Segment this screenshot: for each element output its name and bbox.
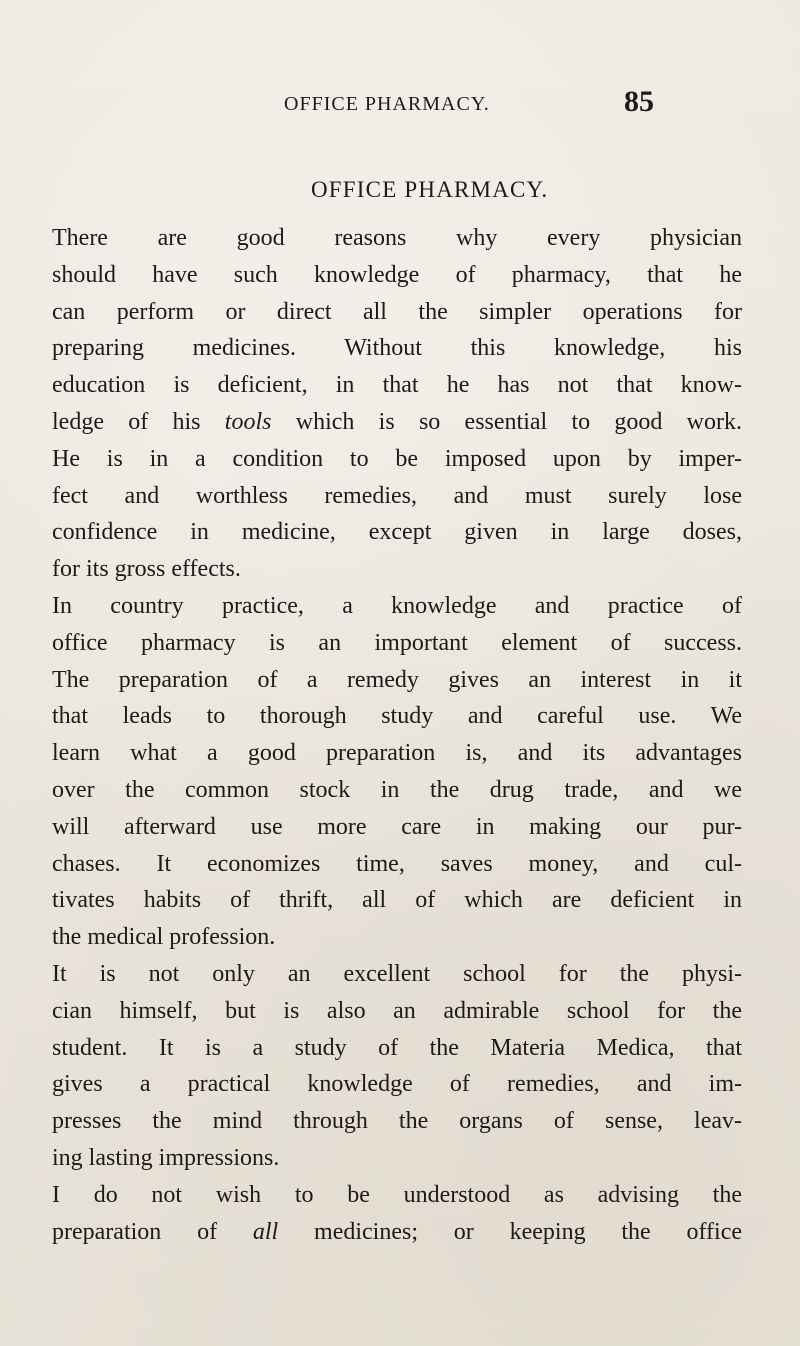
emphasis-tools: tools (224, 408, 272, 435)
section-heading: OFFICE PHARMACY. (311, 177, 549, 202)
text-line: There are good reasons why every physician (52, 225, 742, 251)
running-title: OFFICE PHARMACY. (284, 93, 490, 115)
text-segment: education is deficient, in that he has not that know- (52, 372, 742, 399)
text-line: He is in a condition to be imposed upon by imper- (52, 445, 742, 472)
page-number: 85 (624, 85, 654, 118)
body-text (52, 220, 742, 1250)
text-line: The preparation of a remedy gives an interest in it (52, 666, 742, 693)
text-line (52, 404, 742, 441)
text-segment: preparation of (52, 1218, 253, 1245)
text-line: preparing medicines. Without this knowledge, his (52, 335, 742, 362)
text-segment: medicines; or keeping the office (314, 1218, 743, 1245)
emphasis-all: all (252, 1218, 279, 1245)
text-line: fect and worthless remedies, and must surely lose (52, 482, 742, 509)
text-line: should have such knowledge of pharmacy, that he (52, 261, 742, 288)
text-segment: which is so essential to good work. (295, 408, 742, 435)
text-line: for its gross effects. (52, 556, 241, 583)
text-line: office pharmacy is an important element of success. (52, 629, 742, 656)
text-line: can perform or direct all the simpler operations for (52, 298, 742, 325)
text-line: presses the mind through the organs of sense, leav- (52, 1108, 742, 1135)
text-segment: ledge of his (52, 408, 225, 435)
text-line (52, 1177, 742, 1214)
text-line (52, 367, 742, 404)
text-line: cian himself, but is also an admirable school for the (52, 997, 742, 1024)
text-segment: I do not wish to be understood as advising the (52, 1181, 742, 1208)
text-line (52, 1214, 742, 1251)
text-line: student. It is a study of the Materia Medica, that (52, 1034, 742, 1061)
text-line: over the common stock in the drug trade, and we (52, 776, 742, 803)
text-line: ing lasting impressions. (52, 1144, 280, 1171)
text-line: chases. It economizes time, saves money, and cul- (52, 850, 742, 877)
text-line: the medical profession. (52, 924, 276, 951)
text-line: It is not only an excellent school for the physi- (52, 960, 742, 987)
text-line: that leads to thorough study and careful use. We (52, 703, 742, 730)
running-head (284, 85, 654, 125)
text-line: confidence in medicine, except given in large doses, (52, 519, 742, 546)
text-line: will afterward use more care in making our pur- (52, 813, 742, 840)
text-line: tivates habits of thrift, all of which are deficient in (52, 887, 742, 914)
text-line: In country practice, a knowledge and practice of (52, 592, 742, 619)
text-line: gives a practical knowledge of remedies, and im- (52, 1071, 742, 1098)
text-line: learn what a good preparation is, and its advantages (52, 740, 742, 767)
